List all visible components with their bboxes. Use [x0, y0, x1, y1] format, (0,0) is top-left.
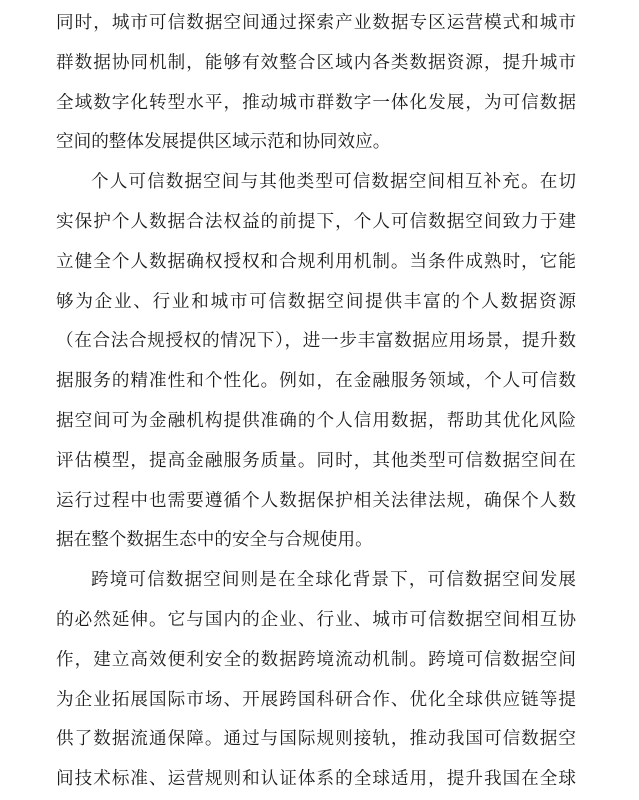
text-line: 实保护个人数据合法权益的前提下，个人可信数据空间致力于建	[56, 211, 576, 232]
text-line: 同时，城市可信数据空间通过探索产业数据专区运营模式和城市	[56, 13, 576, 33]
paragraph-personal-data-space	[56, 163, 576, 561]
text-line: 够为企业、行业和城市可信数据空间提供丰富的个人数据资源	[56, 291, 576, 312]
text-line: 群数据协同机制，能够有效整合区域内各类数据资源，提升城市	[56, 52, 576, 73]
text-line: 立健全个人数据确权授权和合规利用机制。当条件成熟时，它能	[56, 251, 576, 272]
text-line: 运行过程中也需要遵循个人数据保护相关法律法规，确保个人数	[56, 490, 576, 511]
text-line: （在合法合规授权的情况下），进一步丰富数据应用场景，提升数	[56, 331, 576, 352]
document-body	[56, 4, 576, 800]
text-line: 据在整个数据生态中的安全与合规使用。	[56, 530, 373, 551]
paragraph-city-data-space	[56, 4, 576, 163]
text-line: 为企业拓展国际市场、开展跨国科研合作、优化全球供应链等提	[56, 689, 576, 710]
text-line: 供了数据流通保障。通过与国际规则接轨，推动我国可信数据空	[56, 729, 576, 750]
text-line: 据服务的精准性和个性化。例如，在金融服务领域，个人可信数	[56, 371, 576, 392]
text-line: 评估模型，提高金融服务质量。同时，其他类型可信数据空间在	[56, 450, 576, 471]
text-line: 个人可信数据空间与其他类型可信数据空间相互补充。在切	[91, 172, 576, 193]
text-line: 间技术标准、运营规则和认证体系的全球适用，提升我国在全球	[56, 769, 576, 790]
paragraph-cross-border-data-space	[56, 561, 576, 800]
text-line: 作，建立高效便利安全的数据跨境流动机制。跨境可信数据空间	[56, 649, 576, 670]
text-line: 的必然延伸。它与国内的企业、行业、城市可信数据空间相互协	[56, 609, 576, 630]
text-line: 跨境可信数据空间则是在全球化背景下，可信数据空间发展	[91, 570, 576, 591]
text-line: 据空间可为金融机构提供准确的个人信用数据，帮助其优化风险	[56, 410, 576, 431]
text-line: 全域数字化转型水平，推动城市群数字一体化发展，为可信数据	[56, 92, 576, 113]
text-line: 空间的整体发展提供区域示范和协同效应。	[56, 132, 391, 153]
